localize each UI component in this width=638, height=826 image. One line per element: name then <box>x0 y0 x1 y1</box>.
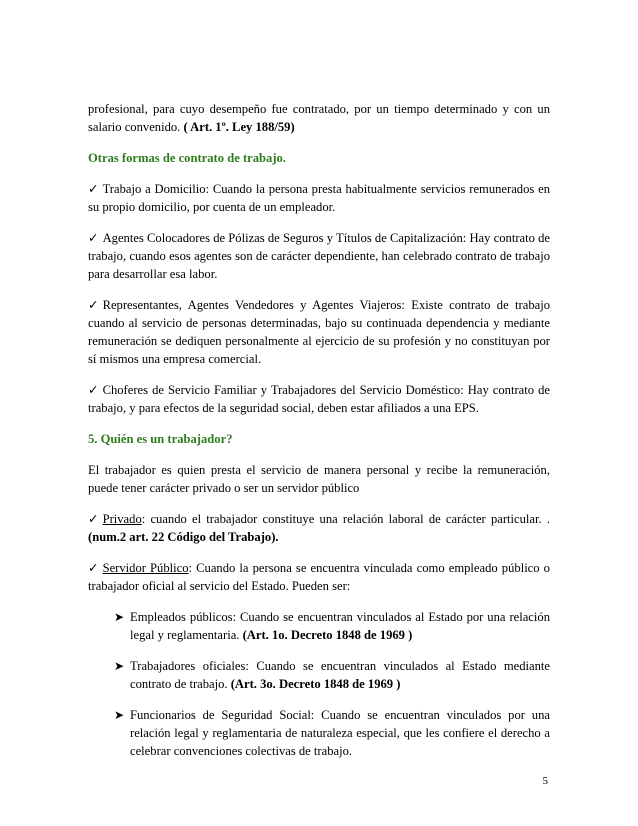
law-reference: (Art. 1o. Decreto 1848 de 1969 ) <box>242 628 413 642</box>
servidor-label: Servidor Público <box>102 561 189 575</box>
item-privado <box>88 510 550 546</box>
law-reference: (num.2 art. 22 Código del Trabajo). <box>88 530 279 544</box>
item-choferes <box>88 381 550 417</box>
arrow-bullet-icon: ➤ <box>114 708 125 722</box>
item-text: Agentes Colocadores de Pólizas de Seguros y Títulos de Capitalización: Hay contrato de trabajo, cuando esos agentes son de carácter dependiente, han celebrado contrato de trabajo para desarrollar esa labor. <box>88 231 550 281</box>
item-representantes <box>88 296 550 368</box>
check-icon: ✓ <box>88 512 99 526</box>
check-icon: ✓ <box>88 298 99 312</box>
item-agentes-colocadores <box>88 229 550 283</box>
item-servidor-publico <box>88 559 550 595</box>
item-text: Choferes de Servicio Familiar y Trabajadores del Servicio Doméstico: Hay contrato de trabajo, y para efectos de la seguridad social, deben estar afiliados a una EPS. <box>88 383 550 415</box>
page-number: 5 <box>542 775 548 787</box>
check-icon: ✓ <box>88 383 99 397</box>
check-icon: ✓ <box>88 182 99 196</box>
law-reference: ( Art. 1º. Ley 188/59) <box>183 120 295 134</box>
law-reference: (Art. 3o. Decreto 1848 de 1969 ) <box>230 677 401 691</box>
paragraph-trabajador: El trabajador es quien presta el servicio de manera personal y recibe la remuneración, puede tener carácter privado o ser un servidor público <box>88 463 550 495</box>
paragraph-text: profesional, para cuyo desempeño fue contratado, por un tiempo determinado y con un salario convenido. <box>88 102 550 134</box>
arrow-bullet-icon: ➤ <box>114 659 125 673</box>
bullet-text: Funcionarios de Seguridad Social: Cuando se encuentran vinculados por una relación legal y reglamentaria de naturaleza especial, que les confiere el derecho a celebrar convenciones colectivas de trabajo. <box>130 708 550 758</box>
bullet-trabajadores-oficiales <box>116 657 550 693</box>
check-icon: ✓ <box>88 231 99 245</box>
section-heading-trabajador: 5. Quién es un trabajador? <box>88 432 233 446</box>
item-text: : Cuando la persona se encuentra vinculada como empleado público o trabajador oficial al servicio del Estado. Pueden ser: <box>88 561 550 593</box>
item-text: : cuando el trabajador constituye una relación laboral de carácter particular. . <box>141 512 550 526</box>
document-page <box>88 100 550 773</box>
item-text: Trabajo a Domicilio: Cuando la persona presta habitualmente servicios remunerados en su propio domicilio, por cuenta de un empleador. <box>88 182 550 214</box>
check-icon: ✓ <box>88 561 99 575</box>
bullet-empleados-publicos <box>116 608 550 644</box>
paragraph-profesional <box>88 100 550 136</box>
privado-label: Privado <box>102 512 142 526</box>
item-trabajo-domicilio <box>88 180 550 216</box>
section-heading-otras-formas: Otras formas de contrato de trabajo. <box>88 151 286 165</box>
item-text: Representantes, Agentes Vendedores y Agentes Viajeros: Existe contrato de trabajo cuando al servicio de personas determinadas, bajo su continuada dependencia y mediante remuneración se dediquen personalmente al ejercicio de su profesión y no constituyan por sí mismos una empresa comercial. <box>88 298 550 366</box>
arrow-bullet-icon: ➤ <box>114 610 125 624</box>
bullet-text: Trabajadores oficiales: Cuando se encuentran vinculados al Estado mediante contrato de trabajo. <box>130 659 550 691</box>
bullet-funcionarios-seguridad-social <box>116 706 550 760</box>
bullet-text: Empleados públicos: Cuando se encuentran vinculados al Estado por una relación legal y reglamentaria. <box>130 610 550 642</box>
